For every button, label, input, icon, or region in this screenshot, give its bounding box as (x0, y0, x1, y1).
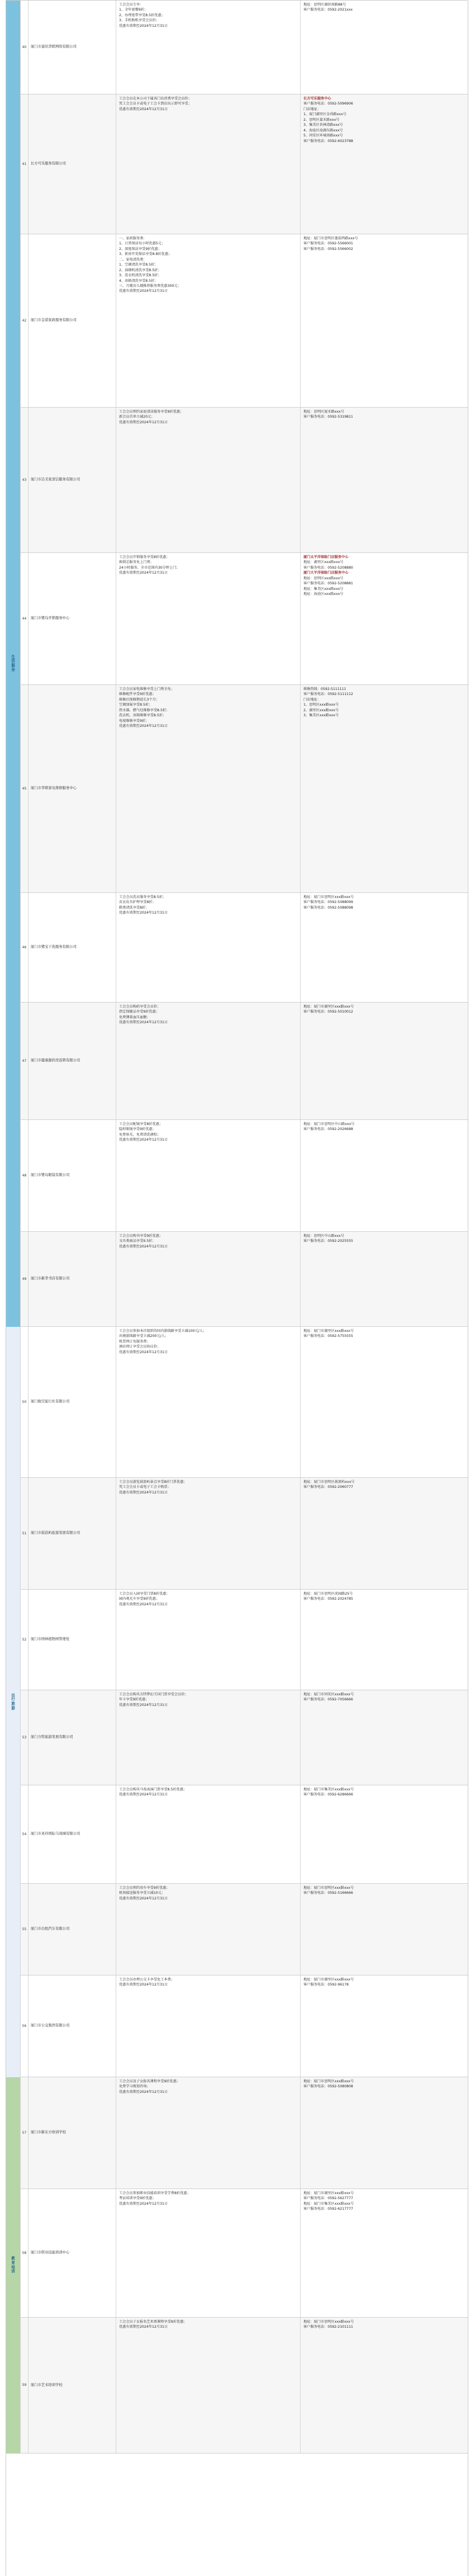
row-number: 40 (21, 1, 28, 94)
merchant-name: 厦门市公交集团有限公司 (28, 1975, 116, 2077)
contact-line: 客户服务电话：0592-5566001 (303, 242, 353, 246)
benefits-cell (116, 234, 301, 407)
contact-line: 地址：厦门市思明区中山路xxx号 (303, 1122, 355, 1126)
merchant-name: 厦门市健康源药房连锁有限公司 (28, 1003, 116, 1119)
contact-cell (301, 1120, 468, 1231)
contact-line: 客户服务电话：0592-7056666 (303, 1698, 353, 1702)
contact-line: 客户服务电话：0592-5755555 (303, 1334, 353, 1339)
benefit-line: 新会员首单立减20元； (119, 415, 155, 419)
contact-cell (301, 1884, 468, 1975)
contact-cell (301, 685, 468, 892)
benefit-line: 工会会员开锁服务享受8折优惠； (119, 555, 170, 559)
contact-cell (301, 1785, 468, 1883)
contact-cell (301, 893, 468, 1002)
benefit-line: 工会会员参加职业技能培训享受学费8折优惠； (119, 2191, 191, 2195)
table-row (6, 1690, 468, 1785)
benefit-line: 优惠有效期至2024年12月31日 (119, 289, 168, 294)
contact-line: 地址：思明区厦禾路xxx号 (303, 410, 344, 414)
merchant-name: 厦门市鹭岛眼镜有限公司 (28, 1120, 116, 1231)
contact-cell (301, 1232, 468, 1326)
merchant-name: 厦门市职业技能培训中心 (28, 2189, 116, 2317)
contact-line: 1、思明区xxx路xxx号 (303, 703, 339, 707)
contact-line: 客户服务电话：0592-5208880 (303, 565, 353, 570)
benefit-line: 酒店预订享受会员协议价； (119, 1345, 161, 1349)
contact-line: 地址：厦门市思明区虎园路25号 (303, 1592, 353, 1596)
benefit-line: 换锁芯服务免上门费； (119, 560, 154, 565)
category-cell (6, 2077, 21, 2454)
contact-line: 客户服务电话：0592-5088098 (303, 905, 353, 910)
contact-cell (301, 1975, 468, 2077)
table-row (6, 1003, 468, 1120)
benefit-line: 优惠有效期至2024年12月31日 (119, 1020, 168, 1025)
contact-cell (301, 1478, 468, 1589)
contact-cell (301, 94, 468, 234)
contact-line: 地址：厦门市思明区xxx路xxx号 (303, 2079, 354, 2083)
benefit-line: 工会会员在本公司下属各门店消费享受会员价； (119, 97, 192, 101)
benefit-line: 文具类商品享受9.5折； (119, 1239, 156, 1244)
table-row (6, 1975, 468, 2077)
row-number: 41 (21, 94, 28, 234)
benefits-cell (116, 893, 301, 1002)
benefit-line: 优惠有效期至2024年12月31日 (119, 420, 168, 424)
benefit-line: 洗衣机、冰箱维修享受8.5折； (119, 713, 167, 718)
contact-line: 客户服务电话：0592-5566002 (303, 247, 353, 251)
benefit-line: 优惠有效期至2024年12月31日 (119, 23, 168, 28)
merchant-name: 厦门方特旅游发展有限公司 (28, 1690, 116, 1785)
contact-line: 客户服务电话：0592-5627777 (303, 2196, 353, 2201)
benefit-line: 鞋类清洗享受8折； (119, 905, 149, 910)
contact-cell (301, 1003, 468, 1119)
benefit-line: 维修后保修期延长3个月； (119, 697, 159, 702)
contact-heading: 厦门太平洋保险门店服务中心 (303, 555, 349, 559)
benefits-cell (116, 408, 301, 552)
table-row (6, 1785, 468, 1884)
category-label: 生活服务 (11, 654, 15, 672)
benefit-line: 凭工会会员卡或电子工会卡购票； (119, 1485, 171, 1490)
benefit-line: 优惠有效期至2024年12月31日 (119, 1350, 168, 1354)
row-number: 54 (21, 1785, 28, 1883)
merchant-name: 厦门市新东方培训学校 (28, 2077, 116, 2189)
contact-line: 维修热线：0592-5111111 (303, 687, 346, 691)
benefit-line: 一、家政服务类： (119, 237, 147, 240)
contact-cell (301, 2318, 468, 2453)
contact-line: 地址：思明区湖滨南路88号 (303, 3, 346, 7)
benefit-line: 机票预订免服务费； (119, 1339, 150, 1344)
contact-line: 客户服务电话：0592-2024785 (303, 1597, 353, 1601)
row-number: 53 (21, 1690, 28, 1785)
contact-cell (301, 1690, 468, 1785)
contact-line: 5、同安区环城南路xxx号 (303, 134, 343, 138)
benefit-line: 优惠有效期至2024年12月31日 (119, 2090, 168, 2094)
benefit-line: 3、新房开荒保洁享受8.8折优惠； (119, 252, 172, 257)
benefit-line: 年卡享受9折优惠； (119, 1698, 149, 1702)
benefit-line: 工会会员子女报名艺术类课程享受9折优惠； (119, 2320, 187, 2324)
row-number: 51 (21, 1478, 28, 1589)
benefits-cell (116, 2189, 301, 2317)
contact-line: 客户服务电话：0592-6217777 (303, 2207, 353, 2211)
merchant-name: 厦门市华联家电维修服务中心 (28, 685, 116, 892)
contact-line: 地址：厦门市思明区鼓浪屿xxx号 (303, 1480, 355, 1484)
benefits-cell (116, 1120, 301, 1231)
contact-line: 地址：厦门市思明区xxx路xxx号 (303, 1886, 354, 1890)
contact-line: 客户服务电话：0592-2025555 (303, 1239, 353, 1244)
merchant-name: 厦门航空旅行社有限公司 (28, 1327, 116, 1477)
benefit-line: 工会会员预约家庭清洁服务享受9折优惠； (119, 410, 184, 414)
benefit-line: 工会会员专享： (119, 3, 144, 7)
contact-line: 门店地址： (303, 697, 321, 702)
benefit-line: 工会会员游览鼓浪屿景点享受8折门票优惠； (119, 1480, 187, 1484)
contact-line: 地址：集美区xxx路xxx号 (303, 587, 344, 591)
merchant-name: 厦门市鹭岛开锁服务中心 (28, 553, 116, 684)
benefits-cell (116, 1975, 301, 2077)
benefits-cell (116, 1590, 301, 1690)
contact-heading: 厦门大平洋保险门店服务中心 (303, 571, 349, 575)
benefit-line: 空调加氟享受8.5折； (119, 703, 153, 707)
contact-line: 地址：厦门市湖里区xxx路xxx号 (303, 1005, 354, 1009)
benefit-line: 工会会员配镜享受8折优惠； (119, 1122, 163, 1126)
benefits-cell (116, 1003, 301, 1119)
merchant-name: 长方可乐服务有限公司 (28, 94, 116, 234)
contact-cell (301, 1590, 468, 1690)
contact-cell (301, 1327, 468, 1477)
table-row (6, 1120, 468, 1232)
benefit-line: 工会会员及子女报名课程享受9折优惠； (119, 2079, 180, 2083)
contact-line: 2、湖里区xxx路xxx号 (303, 708, 339, 712)
benefit-line: 工会会员参加本社组织的国内游线路享受立减100元/人； (119, 1329, 207, 1333)
table-row (6, 1232, 468, 1327)
benefits-cell (116, 1478, 301, 1589)
contact-line: 3、集美区xxx路xxx号 (303, 713, 339, 718)
row-number: 58 (21, 2189, 28, 2317)
table-row (6, 1590, 468, 1690)
contact-line: 地址：厦门市湖里区xxx路xxx号 (303, 1978, 354, 1982)
category-label: 出行旅游 (11, 1693, 15, 1710)
benefit-line: 优惠有效期至2024年12月31日 (119, 2201, 168, 2206)
benefit-line: 优惠有效期至2024年12月31日 (119, 1983, 168, 1987)
benefit-line: 优惠有效期至2024年12月31日 (119, 724, 168, 729)
benefit-line: 三、月嫂育儿嫂推荐服务费优惠300元； (119, 283, 181, 288)
benefit-line: 出境游线路享受立减200元/人； (119, 1334, 169, 1339)
benefit-line: 维修配件享受9折优惠； (119, 692, 156, 697)
benefit-line: 机场接送服务享受立减10元； (119, 1891, 165, 1896)
merchant-name: 厦门市灵玲国际马戏城有限公司 (28, 1785, 116, 1883)
merchant-name: 厦门市新华书店有限公司 (28, 1232, 116, 1326)
benefits-cell (116, 2077, 301, 2189)
table-row (6, 1478, 468, 1590)
benefit-line: 3、手机购机享受会员价； (119, 18, 159, 23)
contact-cell (301, 234, 468, 407)
contact-cell (301, 2077, 468, 2189)
contact-heading: 长方可乐服务中心 (303, 97, 331, 101)
contact-line: 门店地址： (303, 107, 321, 111)
benefit-line: 皮衣皮具护理享受8折； (119, 900, 156, 905)
benefit-line: 1、空调清洗享受8.5折； (119, 263, 158, 267)
benefit-line: 园内观光车享受9折优惠； (119, 1597, 159, 1601)
contact-line: 客户服务电话：0592-5096906 (303, 102, 353, 106)
table-row (6, 2077, 468, 2189)
contact-line: 地址：厦门市思明区xxx路xxx号 (303, 2320, 354, 2324)
contact-cell (301, 1, 468, 94)
table-row (6, 2318, 468, 2454)
contact-line: 地址：厦门市思明区莲前西路xxx号 (303, 237, 358, 240)
contact-line: 客户服务电话：0592-6023788 (303, 139, 353, 143)
contact-line: 地址：厦门市思明区xxx路xxx号 (303, 895, 354, 899)
benefit-line: 优惠有效期至2024年12月31日 (119, 1244, 168, 1249)
category-label: 教育培训 (11, 2256, 15, 2274)
contact-line: 客户服务电话：0592-6286666 (303, 1793, 353, 1797)
benefits-cell (116, 1232, 301, 1326)
benefit-line: 1、日常保洁每小时优惠5元； (119, 242, 165, 246)
benefit-line: 24小时服务，全市范围内30分钟上门； (119, 565, 180, 570)
row-number: 50 (21, 1327, 28, 1477)
merchant-name: 厦门市通讯华联网络有限公司 (28, 1, 116, 94)
benefit-line: 优惠有效期至2024年12月31日 (119, 1793, 168, 1797)
benefit-line: 凭工会会员卡或电子工会卡到店出示即可享受； (119, 102, 192, 106)
benefit-line: 工会会员购药享受会员价； (119, 1005, 161, 1009)
merchant-name: 厦门市鹭宝干洗服务有限公司 (28, 893, 116, 1002)
contact-line: 客户服务电话：0592-2021xxx (303, 8, 353, 12)
benefit-line: 工会会员入园享受门票8折优惠； (119, 1592, 170, 1596)
benefit-line: 2、深度保洁享受9折优惠； (119, 247, 162, 251)
benefit-line: 隐形眼镜享受9折优惠； (119, 1127, 156, 1132)
benefits-cell (116, 1884, 301, 1975)
row-number: 44 (21, 553, 28, 684)
benefit-line: 工会会员购书享受9折优惠； (119, 1234, 163, 1238)
contact-line: 客户服务电话：0592-2026688 (303, 1127, 353, 1132)
benefits-cell (116, 1327, 301, 1477)
benefits-cell (116, 1690, 301, 1785)
table-row (6, 408, 468, 553)
table-row (6, 94, 468, 234)
benefit-line: 工会会员办理公交卡享受免工本费； (119, 1978, 174, 1982)
contact-line: 客户服务电话：0592-2101111 (303, 2325, 353, 2329)
benefit-line: 免费验光、免费清洗调校； (119, 1132, 161, 1137)
contact-line: 客户服务电话：0592-5319811 (303, 415, 353, 419)
table-row (6, 685, 468, 893)
contact-cell (301, 408, 468, 552)
merchant-name: 厦门市出租汽车有限公司 (28, 1884, 116, 1975)
contact-cell (301, 2189, 468, 2317)
table-row (6, 1884, 468, 1975)
contact-line: 客户服务电话：0592-2060777 (303, 1485, 353, 1490)
benefits-table (6, 0, 468, 2576)
benefit-line: 指定保健品享受9折优惠； (119, 1010, 159, 1014)
benefit-line: 免费测量血压血糖； (119, 1015, 150, 1019)
contact-line: 客户服务电话：0592-5088099 (303, 900, 353, 905)
benefit-line: 工会会员家电维修享受上门费全免； (119, 687, 174, 691)
row-number: 47 (21, 1003, 28, 1119)
row-number: 52 (21, 1590, 28, 1690)
benefit-line: 1、全年套餐9折； (119, 8, 148, 12)
merchant-name: 厦门市金诺家政服务有限公司 (28, 234, 116, 407)
row-number: 55 (21, 1884, 28, 1975)
benefit-line: 工会会员购买马戏表演门票享受8.5折优惠； (119, 1788, 187, 1792)
benefit-line: 优惠有效期至2024年12月31日 (119, 571, 168, 575)
contact-line: 地址：思明区xxx路xxx号 (303, 576, 344, 580)
benefit-line: 2、办理宽带享受8.5折优惠； (119, 13, 165, 17)
benefit-line: 优惠有效期至2024年12月31日 (119, 911, 168, 915)
merchant-name: 厦门市鼓浪屿旅游发展有限公司 (28, 1478, 116, 1589)
benefits-cell (116, 553, 301, 684)
row-number: 56 (21, 1975, 28, 2077)
benefit-line: 优惠有效期至2024年12月31日 (119, 1138, 168, 1142)
contact-line: 客户服务电话：0592-5080808 (303, 2085, 353, 2089)
table-row (6, 234, 468, 408)
benefit-line: 电视维修享受9折； (119, 719, 149, 723)
row-number: 46 (21, 893, 28, 1002)
contact-line: 地址：厦门市同安区xxx路xxx号 (303, 1693, 354, 1696)
contact-line: 地址：厦门市湖里区xxx路xxx号 (303, 1329, 354, 1333)
contact-cell (301, 553, 468, 684)
row-number: 57 (21, 2077, 28, 2189)
contact-line: 地址：湖里区xxx路xxx号 (303, 560, 344, 565)
contact-line: 客户服务电话：0592-5010012 (303, 1010, 353, 1014)
table-row (6, 1327, 468, 1478)
benefit-line: 优惠有效期至2024年12月31日 (119, 2325, 168, 2329)
merchant-name: 厦门市园林植物园管理处 (28, 1590, 116, 1690)
row-number: 48 (21, 1120, 28, 1231)
benefit-line: 热水器、燃气灶维修享受8.5折； (119, 708, 170, 712)
row-number: 45 (21, 685, 28, 892)
contact-line: 客户服务电话：0592-5166666 (303, 1891, 353, 1896)
contact-line: 1、厦门湖里区金尚路xxx号 (303, 112, 346, 117)
table-row (6, 1, 468, 94)
benefits-cell (116, 2318, 301, 2453)
row-number: 43 (21, 408, 28, 552)
contact-line: 3、集美区杏林湾路xxx号 (303, 123, 343, 127)
contact-line: 地址：思明区中山路xxx号 (303, 1234, 344, 1238)
benefit-line: 优惠有效期至2024年12月31日 (119, 1703, 168, 1707)
contact-line: 2、思明区嘉禾路xxx号 (303, 117, 340, 122)
benefit-line: 考证培训享受9折优惠； (119, 2196, 156, 2201)
benefits-cell (116, 1785, 301, 1883)
benefits-cell (116, 94, 301, 234)
table-row (6, 893, 468, 1003)
benefit-line: 免费学习规划咨询； (119, 2085, 150, 2089)
table-row (6, 553, 468, 685)
row-number: 49 (21, 1232, 28, 1326)
contact-line: 客户服务电话：0592-5208881 (303, 582, 353, 586)
benefit-line: 4、冰箱清洗享受8.5折； (119, 278, 158, 283)
contact-line: 客户服务电话：0592-96178 (303, 1983, 349, 1987)
table-row (6, 2189, 468, 2318)
merchant-name: 厦门市艺术培训学校 (28, 2318, 116, 2453)
merchant-name: 厦门市洁美家清洁服务有限公司 (28, 408, 116, 552)
benefit-line: 3、洗衣机清洗享受8.5折； (119, 273, 162, 278)
benefit-line: 优惠有效期至2024年12月31日 (119, 1490, 168, 1495)
benefit-line: 工会会员购买方特梦幻王国门票享受会员价； (119, 1693, 188, 1696)
contact-line: 地址：海沧区xxx路xxx号 (303, 592, 344, 597)
contact-line: 地址：厦门市集美区xxx路xxx号 (303, 1788, 354, 1792)
contact-line: 地址：厦门市集美区xxx路xxx号 (303, 2201, 354, 2206)
contact-line: 4、海沧区沧湖东路xxx号 (303, 128, 343, 133)
benefit-line: 工会会员洗衣服务享受8.5折； (119, 895, 167, 899)
row-number: 42 (21, 234, 28, 407)
benefit-line: 工会会员预约用车享受9折优惠； (119, 1886, 170, 1890)
contact-line: 客户服务电话：0592-5111112 (303, 692, 353, 697)
benefit-line: 优惠有效期至2024年12月31日 (119, 1602, 168, 1606)
benefit-line: 二、家电清洗类： (119, 257, 147, 262)
benefit-line: 优惠有效期至2024年12月31日 (119, 1896, 168, 1901)
benefit-line: 优惠有效期至2024年12月31日 (119, 107, 168, 111)
category-cell (6, 1327, 21, 2077)
benefits-cell (116, 685, 301, 892)
category-cell (6, 1, 21, 1327)
benefits-cell (116, 1, 301, 94)
benefit-line: 2、油烟机清洗享受8.5折； (119, 268, 162, 272)
contact-line: 地址：厦门市湖里区xxx路xxx号 (303, 2191, 354, 2195)
row-number: 59 (21, 2318, 28, 2453)
